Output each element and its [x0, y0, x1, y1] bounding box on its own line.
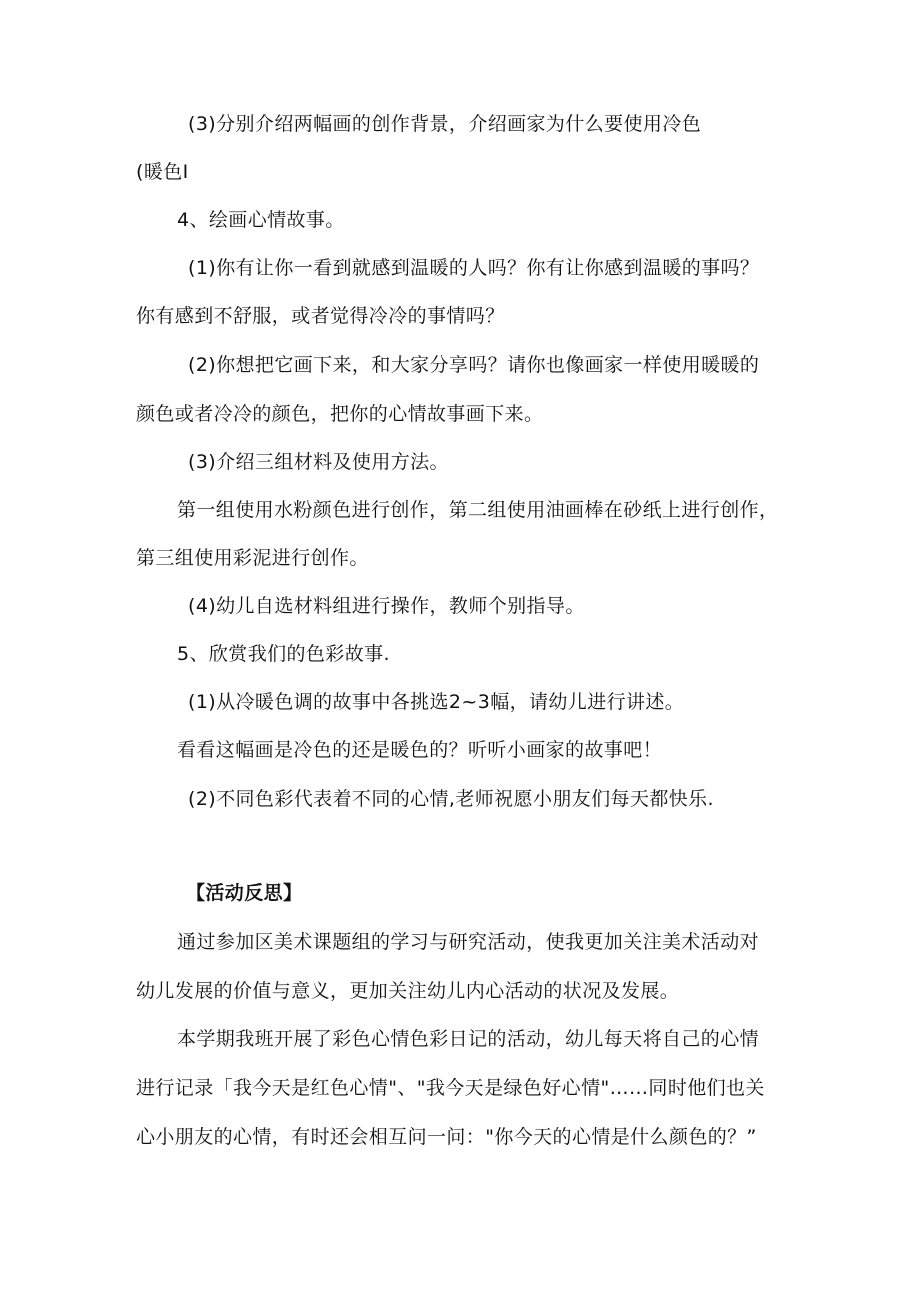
text-line: 第三组使用彩泥进行创作。 — [136, 547, 369, 569]
text-line: 颜色或者冷冷的颜色，把你的心情故事画下来。 — [136, 403, 544, 425]
text-line: (2)不同色彩代表着不同的心情,老师祝愿小朋友们每天都快乐. — [188, 788, 714, 810]
text-line: (4)幼儿自选材料组进行操作，教师个别指导。 — [188, 595, 585, 617]
text-line: 进行记录「我今天是红色心情"、"我今天是绿色好心情"……同时他们也关 — [136, 1077, 765, 1099]
text-line: 心小朋友的心情，有时还会相互问一问："你今天的心情是什么颜色的？” — [136, 1126, 757, 1148]
text-line: 第一组使用水粉颜色进行创作，第二组使用油画棒在砂纸上进行创作， — [177, 499, 779, 521]
text-line: 看看这幅画是冷色的还是暖色的？听听小画家的故事吧！ — [177, 739, 663, 761]
text-line: 通过参加区美术课题组的学习与研究活动，使我更加关注美术活动对 — [177, 931, 760, 953]
text-line: (2)你想把它画下来，和大家分享吗？请你也像画家一样使用暖暖的 — [188, 354, 760, 376]
section-heading: 5、欣赏我们的色彩故事. — [177, 643, 390, 665]
text-line: (3)分别介绍两幅画的创作背景，介绍画家为什么要使用冷色 — [188, 113, 702, 135]
text-line: (1)你有让你一看到就感到温暖的人吗？你有让你感到温暖的事吗？ — [188, 257, 760, 279]
text-line: 本学期我班开展了彩色心情色彩日记的活动，幼儿每天将自己的心情 — [177, 1028, 760, 1050]
section-heading: 4、绘画心情故事。 — [177, 209, 345, 231]
reflection-heading: 【活动反思】 — [186, 882, 303, 904]
text-line: (3)介绍三组材料及使用方法。 — [188, 451, 449, 473]
text-line: (暖色I — [136, 161, 189, 183]
text-line: 幼儿发展的价值与意义，更加关注幼儿内心活动的状况及发展。 — [136, 980, 680, 1002]
text-line: (1)从冷暖色调的故事中各挑选2~3幅，请幼儿进行讲述。 — [188, 691, 685, 713]
text-line: 你有感到不舒服，或者觉得冷冷的事情吗？ — [136, 305, 505, 327]
